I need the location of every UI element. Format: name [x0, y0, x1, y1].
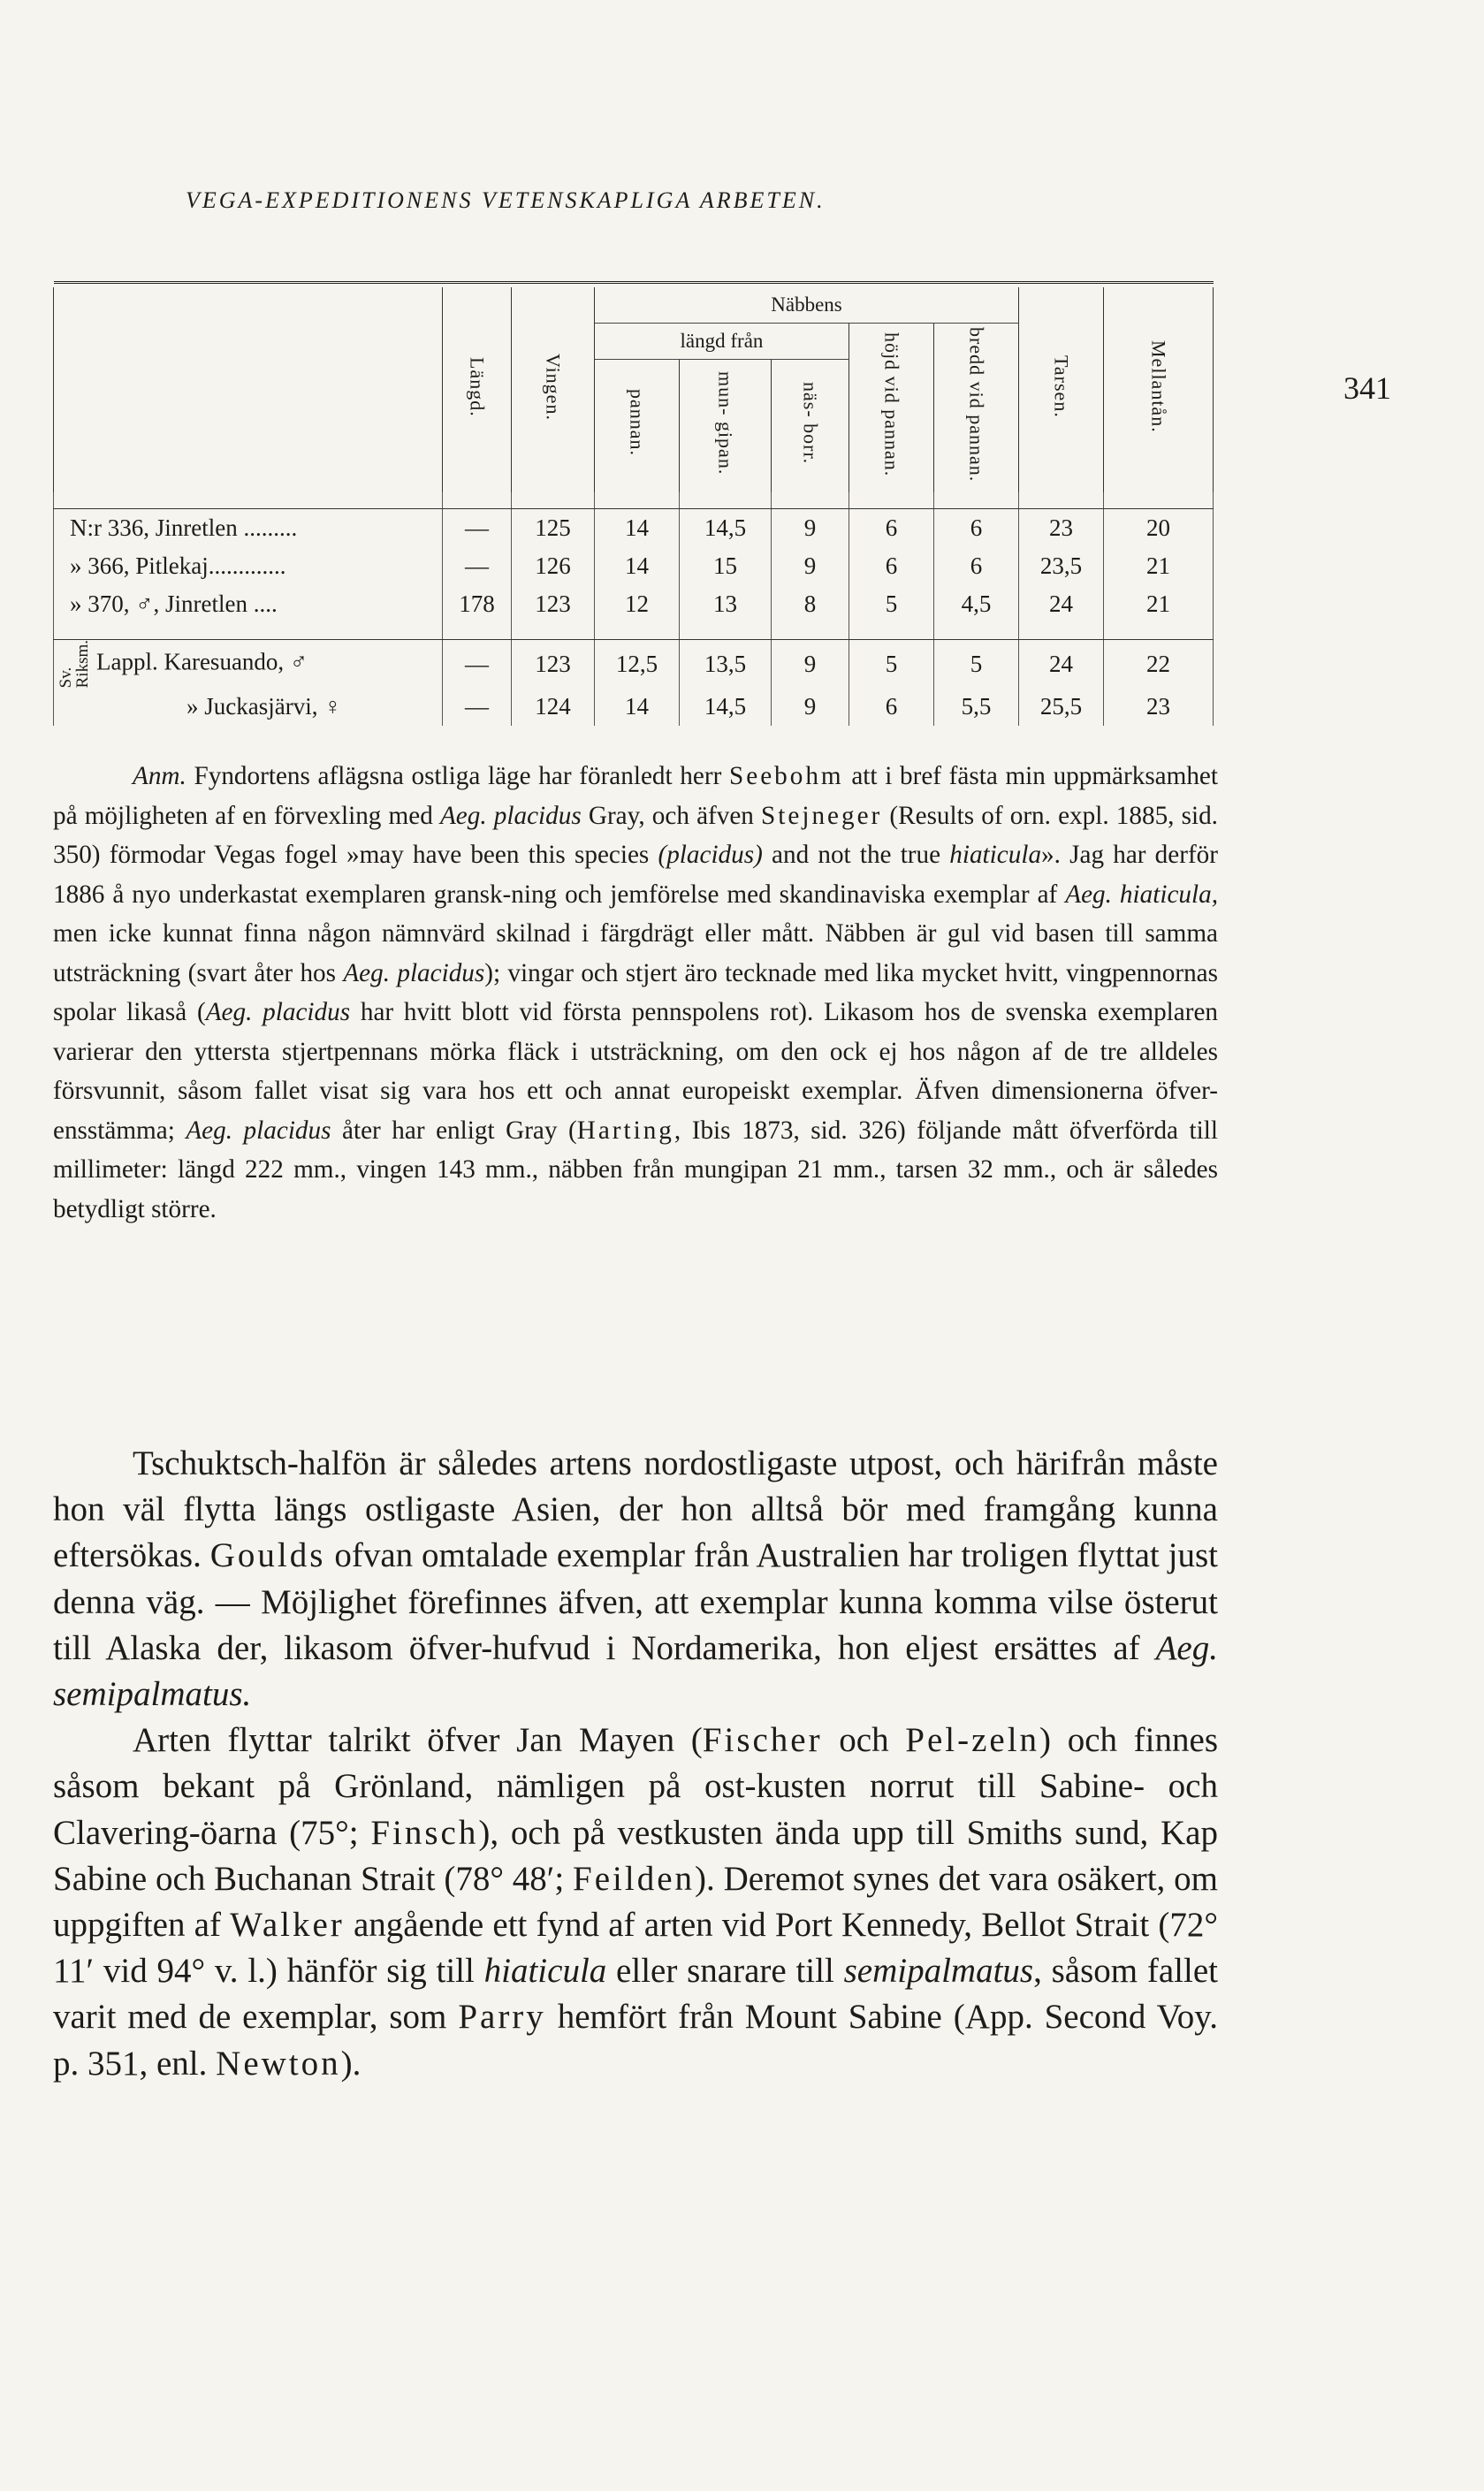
- author-pelzeln: Pel-zeln: [905, 1721, 1040, 1760]
- cell-mellantan: 21: [1104, 585, 1214, 623]
- body-text: Tschuktsch-halfön är således artens nordostligaste utpost, och härifrån måste hon väl flytta längs ostligaste Asien, der hon alltså bör med framgång kunna eftersökas.: [53, 1444, 1218, 1575]
- table-header-bottom: [54, 492, 1214, 509]
- cell-pannan: 12,5: [595, 640, 680, 689]
- col-header-vingen: Vingen.: [542, 353, 565, 421]
- cell-pannan: 12: [595, 585, 680, 623]
- cell-pannan: 14: [595, 547, 680, 585]
- cell-hojd: 5: [849, 640, 934, 689]
- cell-nasborr: 9: [772, 640, 849, 689]
- cell-mellantan: 21: [1104, 547, 1214, 585]
- col-header-bredd: bredd vid pannan.: [965, 327, 988, 483]
- row-name: » Juckasjärvi, ♀: [54, 688, 443, 726]
- cell-vingen: 124: [512, 688, 595, 726]
- col-header-nasborr: näs- borr.: [799, 381, 822, 465]
- body-text: hemfört från Mount Sabine (App. Second Voy. p. 351, enl.: [53, 1998, 1218, 2083]
- cell-vingen: 126: [512, 547, 595, 585]
- author-harting: Harting: [576, 1116, 674, 1145]
- measurements-table: [53, 281, 1214, 726]
- cell-bredd: 6: [934, 509, 1019, 548]
- cell-mungipan: 13,5: [680, 640, 772, 689]
- taxon-name: hiaticula: [483, 1952, 607, 1991]
- col-header-tarsen: Tarsen.: [1050, 355, 1073, 418]
- taxon-name: hiaticula: [949, 841, 1042, 869]
- taxon-name: (placidus): [658, 841, 763, 869]
- taxon-name: Aeg. placidus: [186, 1116, 331, 1145]
- cell-hojd: 6: [849, 509, 934, 548]
- body-text: och: [822, 1721, 906, 1760]
- body-text: ). Deremot synes det vara osäkert, om uppgiften af: [53, 1859, 1218, 1945]
- cell-mellantan: 23: [1104, 688, 1214, 726]
- author-feilden: Feilden: [573, 1859, 696, 1898]
- cell-vingen: 123: [512, 640, 595, 689]
- cell-bredd: 4,5: [934, 585, 1019, 623]
- main-paragraph-2: [53, 1718, 1218, 2087]
- cell-mungipan: 15: [680, 547, 772, 585]
- note-text: and not the true: [762, 841, 950, 869]
- cell-hojd: 6: [849, 688, 934, 726]
- body-text: ), och på vestkusten ända upp till Smiths sund, Kap Sabine och Buchanan Strait (78° 48′;: [53, 1813, 1218, 1898]
- running-title: VEGA-EXPEDITIONENS VETENSKAPLIGA ARBETEN.: [186, 187, 826, 213]
- row-name: » 366, Pitlekaj.............: [54, 547, 443, 585]
- table-row: [54, 640, 1214, 689]
- note-text: (Results of orn. expl. 1885, sid. 350) förmodar Vegas fogel »may have been this species: [53, 801, 1218, 869]
- note-text: , Ibis 1873, sid. 326) följande mått öfverförda till millimeter: längd 222 mm., vingen 143 mm., näbben från mungipan 21 mm., tarsen 32 mm., och är således betydligt större.: [53, 1116, 1218, 1223]
- subgroup-header-langd-fran: längd från: [595, 324, 849, 360]
- cell-pannan: 14: [595, 509, 680, 548]
- note-paragraph: [53, 757, 1218, 1229]
- cell-nasborr: 9: [772, 547, 849, 585]
- author-stejneger: Stejneger: [761, 801, 883, 830]
- cell-nasborr: 9: [772, 509, 849, 548]
- header-empty-cell: [54, 287, 443, 492]
- note-text: Gray, och äfven: [581, 801, 762, 830]
- table-group-separator: [54, 623, 1214, 640]
- cell-tarsen: 24: [1019, 585, 1104, 623]
- col-header-hojd: höjd vid pannan.: [880, 332, 903, 477]
- body-text: ) och finnes såsom bekant på Grönland, nämligen på ost-kusten norrut till Sabine- och Clavering-öarna (75°;: [53, 1721, 1218, 1852]
- cell-bredd: 5,5: [934, 688, 1019, 726]
- note-text: att i bref fästa min uppmärksamhet på möjligheten af en förvexling med: [53, 762, 1218, 830]
- cell-langd: —: [443, 640, 512, 689]
- body-text: eller snarare till: [606, 1952, 844, 1991]
- cell-bredd: 5: [934, 640, 1019, 689]
- note-anm-label: Anm.: [133, 762, 186, 790]
- note-text: ); vingar och stjert äro tecknade med lika mycket hvitt, vingpennornas spolar likaså (: [53, 958, 1218, 1026]
- main-paragraph-1: [53, 1441, 1218, 1718]
- note-text: har hvitt blott vid första pennspolens rot). Likasom hos de svenska exemplaren varierar den yttersta stjertpennans mörka fläck i utsträckning, om den ock ej hos någon af de tre alldeles försvunnit, såsom fallet visat sig vara hos ett och annat europeiskt exemplar. Äfven dimensionerna öfver-ensstämma;: [53, 998, 1218, 1145]
- table-row: [54, 688, 1214, 726]
- taxon-name: Aeg. placidus: [205, 998, 351, 1026]
- author-newton: Newton: [216, 2044, 341, 2083]
- taxon-name: semipalmatus: [843, 1952, 1034, 1991]
- cell-vingen: 123: [512, 585, 595, 623]
- group-label-sv-riksm: Sv. Riksm.: [57, 640, 92, 689]
- cell-tarsen: 25,5: [1019, 688, 1104, 726]
- cell-mellantan: 22: [1104, 640, 1214, 689]
- cell-nasborr: 8: [772, 585, 849, 623]
- cell-mungipan: 14,5: [680, 688, 772, 726]
- taxon-name: Aeg. placidus: [343, 958, 485, 987]
- cell-hojd: 6: [849, 547, 934, 585]
- note-text: åter har enligt Gray (: [331, 1116, 577, 1145]
- table-row: [54, 585, 1214, 623]
- body-text: angående ett fynd af arten vid Port Kennedy, Bellot Strait (72° 11′ vid 94° v. l.) hänför sig till: [53, 1906, 1218, 1991]
- annotation-note: [53, 757, 1218, 1229]
- cell-tarsen: 24: [1019, 640, 1104, 689]
- cell-bredd: 6: [934, 547, 1019, 585]
- note-text: men icke kunnat finna någon nämnvärd skilnad i färgdrägt eller mått. Näbben är gul vid basen till samma utsträckning (svart åter hos: [53, 919, 1218, 987]
- row-name: N:r 336, Jinretlen .........: [54, 509, 443, 548]
- cell-tarsen: 23: [1019, 509, 1104, 548]
- page-number: 341: [1343, 370, 1391, 406]
- author-seebohm: Seebohm: [729, 762, 844, 790]
- main-text: [53, 1441, 1218, 2087]
- table-header-row-1: [54, 287, 1214, 324]
- cell-langd: —: [443, 509, 512, 548]
- cell-mungipan: 13: [680, 585, 772, 623]
- note-text: Fyndortens aflägsna ostliga läge har föranledt herr: [186, 762, 729, 790]
- author-fischer: Fischer: [702, 1721, 823, 1760]
- author-gould: Goulds: [209, 1536, 326, 1575]
- taxon-name: Aeg. semipalmatus.: [53, 1628, 1218, 1714]
- author-finsch: Finsch: [370, 1813, 479, 1852]
- table-row: [54, 547, 1214, 585]
- col-header-mungipan: mun- gipan.: [714, 370, 737, 476]
- row-name: Lappl. Karesuando, ♂: [96, 648, 308, 675]
- cell-hojd: 5: [849, 585, 934, 623]
- col-header-langd: Längd.: [466, 356, 489, 417]
- cell-pannan: 14: [595, 688, 680, 726]
- body-text: ).: [340, 2044, 361, 2083]
- group-header-nabbens: Näbbens: [595, 287, 1019, 324]
- taxon-name: Aeg. placidus: [439, 801, 582, 830]
- table-row: [54, 509, 1214, 548]
- measurements-table-wrap: [53, 281, 1213, 726]
- body-text: Arten flyttar talrikt öfver Jan Mayen (: [133, 1721, 703, 1760]
- cell-mellantan: 20: [1104, 509, 1214, 548]
- col-header-mellantan: Mellantån.: [1147, 340, 1170, 433]
- body-text: , såsom fallet varit med de exemplar, som: [53, 1952, 1218, 2037]
- row-name: » 370, ♂, Jinretlen ....: [54, 585, 443, 623]
- taxon-name: Aeg. hiaticula,: [1065, 880, 1218, 909]
- author-walker: Walker: [230, 1906, 345, 1945]
- cell-nasborr: 9: [772, 688, 849, 726]
- author-parry: Parry: [458, 1998, 546, 2037]
- cell-mungipan: 14,5: [680, 509, 772, 548]
- cell-langd: —: [443, 688, 512, 726]
- body-text: ofvan omtalade exemplar från Australien har troligen flyttat just denna väg. — Möjlighet förefinnes äfven, att exemplar kunna komma vilse österut till Alaska der, likasom öfver-hufvud i Nordamerika, hon eljest ersättes af: [53, 1536, 1218, 1667]
- col-header-pannan: pannan.: [626, 389, 649, 457]
- cell-langd: —: [443, 547, 512, 585]
- cell-vingen: 125: [512, 509, 595, 548]
- cell-tarsen: 23,5: [1019, 547, 1104, 585]
- note-text: ». Jag har derför 1886 å nyo underkastat exemplaren gransk-ning och jemförelse med skandinaviska exemplar af: [53, 841, 1218, 909]
- cell-langd: 178: [443, 585, 512, 623]
